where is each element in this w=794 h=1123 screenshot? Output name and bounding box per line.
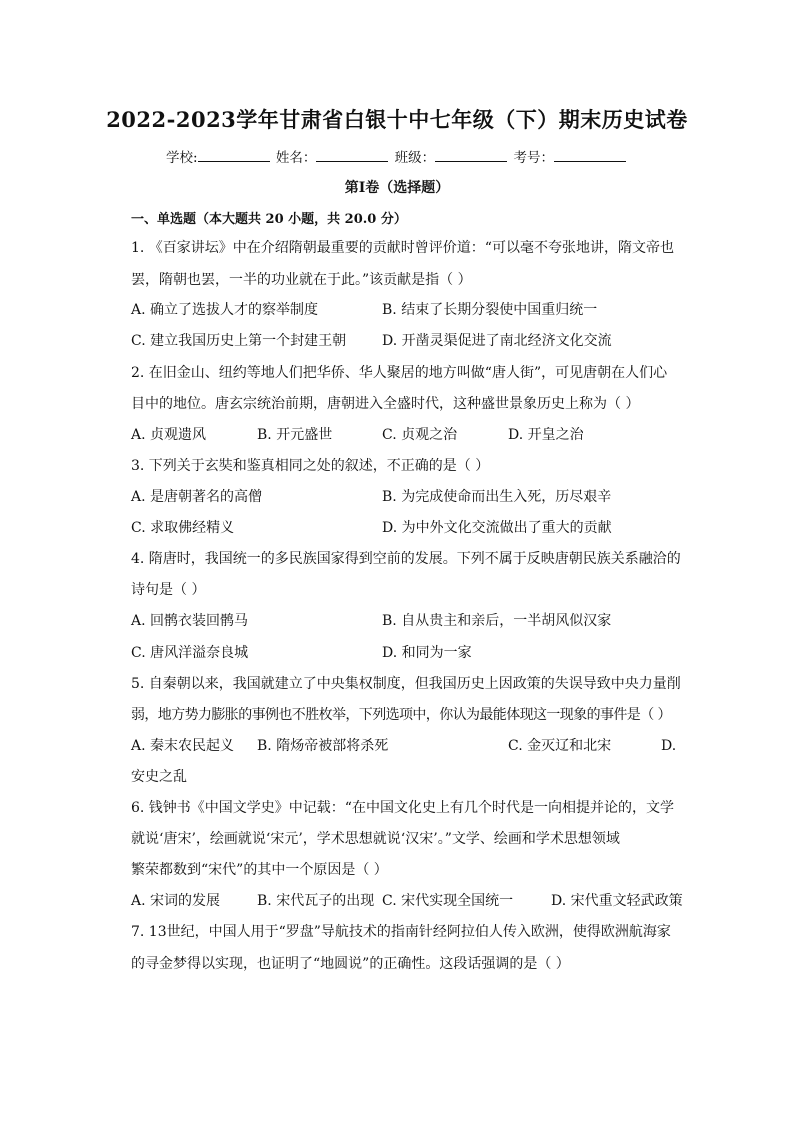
class-label: 班级： <box>394 150 436 166</box>
question-2-line-2: 目中的地位。唐玄宗统治前期，唐朝进入全盛时代，这种盛世景象历史上称为（ ） <box>131 396 640 412</box>
question-6-option-c[interactable]: C. 宋代实现全国统一 <box>382 893 514 909</box>
question-1-line-1: 1. 《百家讲坛》中在介绍隋朝最重要的贡献时曾评价道：“可以毫不夸张地讲，隋文帝也 <box>131 240 674 256</box>
exam-title: 2022-2023学年甘肃省白银十中七年级（下）期末历史试卷 <box>106 107 688 132</box>
question-6-line-1: 6. 钱钟书《中国文学史》中记载：“在中国文化史上有几个时代是一向相提并论的，文学 <box>131 800 674 816</box>
class-blank[interactable] <box>435 147 507 162</box>
question-1-option-d[interactable]: D. 开凿灵渠促进了南北经济文化交流 <box>382 333 612 349</box>
part-title: 一、单选题（本大题共 20 小题，共 20.0 分） <box>131 212 407 227</box>
question-3-option-c[interactable]: C. 求取佛经精义 <box>131 520 235 536</box>
student-info-row <box>0 146 794 166</box>
question-3-option-a[interactable]: A. 是唐朝著名的高僧 <box>131 489 263 505</box>
question-2-option-d[interactable]: D. 开皇之治 <box>508 427 584 443</box>
question-4-line-1: 4. 隋唐时，我国统一的多民族国家得到空前的发展。下列不属于反映唐朝民族关系融洽的 <box>131 551 681 567</box>
question-1-option-c[interactable]: C. 建立我国历史上第一个封建王朝 <box>131 333 347 349</box>
question-3-line-1: 3. 下列关于玄奘和鉴真相同之处的叙述，不正确的是（ ） <box>131 458 490 474</box>
name-label: 姓名： <box>275 150 317 166</box>
school-blank[interactable] <box>198 147 270 162</box>
question-5-option-d-text[interactable]: 安史之乱 <box>131 769 187 785</box>
question-4-option-b[interactable]: B. 自从贵主和亲后，一半胡风似汉家 <box>382 613 612 629</box>
question-1-line-2: 罢，隋朝也罢，一半的功业就在于此。”该贡献是指（ ） <box>131 272 472 288</box>
question-2-option-c[interactable]: C. 贞观之治 <box>382 427 458 443</box>
question-2-option-a[interactable]: A. 贞观遗风 <box>131 427 207 443</box>
section-title: 第I卷（选择题） <box>344 180 450 196</box>
question-5-line-2: 弱，地方势力膨胀的事例也不胜枚举，下列选项中，你认为最能体现这一现象的事件是（ ） <box>131 707 671 723</box>
question-4-option-d[interactable]: D. 和同为一家 <box>382 645 472 661</box>
name-blank[interactable] <box>316 147 388 162</box>
question-6-option-a[interactable]: A. 宋词的发展 <box>131 893 221 909</box>
question-3-option-b[interactable]: B. 为完成使命而出生入死，历尽艰辛 <box>382 489 612 505</box>
question-5-option-b[interactable]: B. 隋炀帝被部将杀死 <box>257 738 389 754</box>
question-6-option-d[interactable]: D. 宋代重文轻武政策 <box>551 893 683 909</box>
question-7-line-1: 7. 13世纪，中国人用于“罗盘”导航技术的指南针经阿拉伯人传入欧洲，使得欧洲航海家 <box>131 924 671 940</box>
exam-number-label: 考号： <box>513 150 554 166</box>
school-label: 学校: <box>166 150 198 166</box>
question-4-line-2: 诗句是（ ） <box>131 582 206 598</box>
question-3-option-d[interactable]: D. 为中外文化交流做出了重大的贡献 <box>382 520 612 536</box>
question-5-option-c[interactable]: C. 金灭辽和北宋 <box>508 738 612 754</box>
exam-number-blank[interactable] <box>554 147 626 162</box>
question-2-option-b[interactable]: B. 开元盛世 <box>257 427 333 443</box>
question-4-option-a[interactable]: A. 回鹘衣装回鹘马 <box>131 613 249 629</box>
question-4-option-c[interactable]: C. 唐风洋溢奈良城 <box>131 645 249 661</box>
question-6-line-3: 繁荣都数到“宋代”的其中一个原因是（ ） <box>131 862 388 878</box>
question-7-line-2: 的寻金梦得以实现，也证明了“地圆说”的正确性。这段话强调的是（ ） <box>131 956 570 972</box>
question-5-option-d[interactable]: D. <box>661 738 677 754</box>
question-6-option-b[interactable]: B. 宋代瓦子的出现 <box>257 893 375 909</box>
question-5-line-1: 5. 自秦朝以来，我国就建立了中央集权制度，但我国历史上因政策的失误导致中央力量削 <box>131 676 681 692</box>
question-6-line-2: 就说‘唐宋’，绘画就说‘宋元’，学术思想就说‘汉宋’。”文学、绘画和学术思想领域 <box>131 831 620 847</box>
question-1-option-a[interactable]: A. 确立了选拔人才的察举制度 <box>131 302 319 318</box>
question-1-option-b[interactable]: B. 结束了长期分裂使中国重归统一 <box>382 302 598 318</box>
question-2-line-1: 2. 在旧金山、纽约等地人们把华侨、华人聚居的地方叫做“唐人街”，可见唐朝在人们心 <box>131 365 668 381</box>
question-5-option-a[interactable]: A. 秦末农民起义 <box>131 738 235 754</box>
